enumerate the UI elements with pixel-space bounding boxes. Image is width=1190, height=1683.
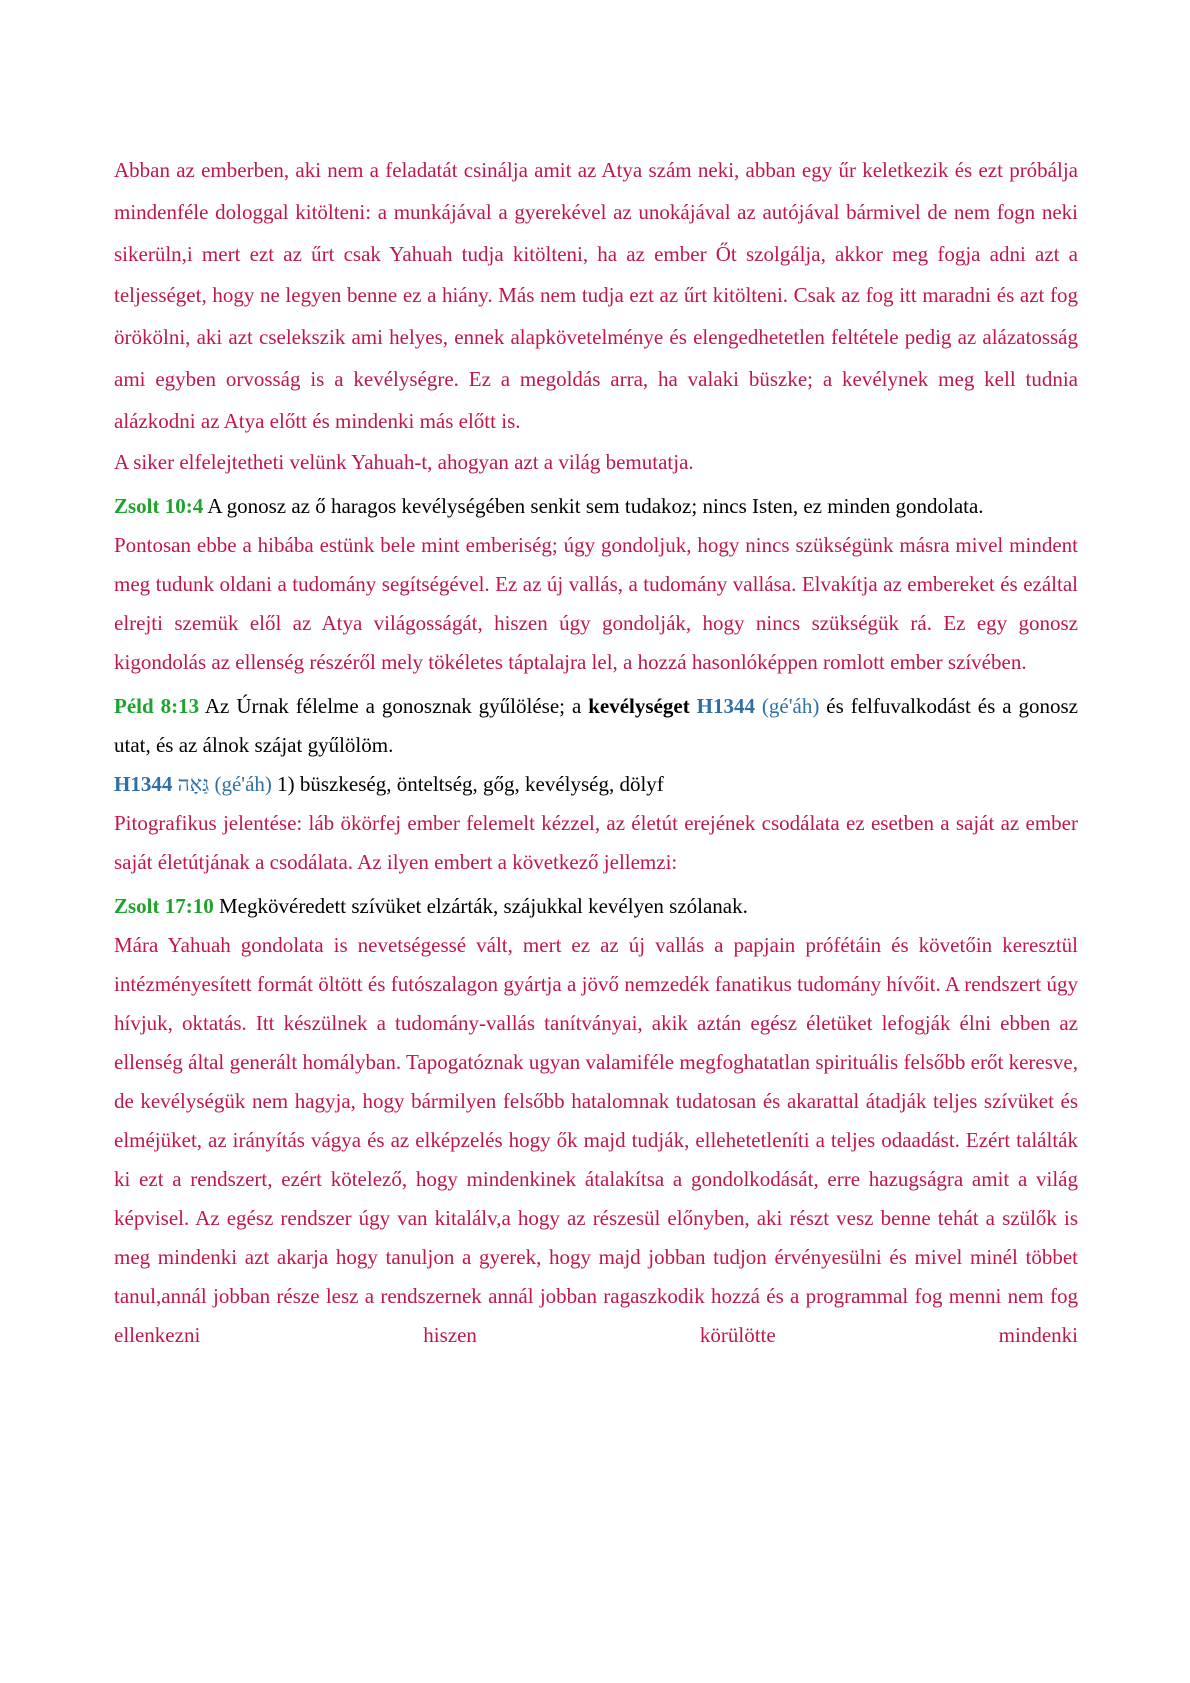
verse-reference: Péld 8:13 (114, 693, 200, 718)
verse-text: Az Úrnak félelme a gonosznak gyűlölése; a (199, 693, 589, 718)
commentary-paragraph-2: A siker elfelejtetheti velünk Yahuah-t, ahogyan azt a világ bemutatja. (114, 449, 694, 474)
commentary-paragraph-1: Abban az emberben, aki nem a feladatát csinálja amit az Atya szám neki, abban egy űr keletkezik és ezt próbálja mindenféle dologgal kitölteni: a munkájával a gyerekével az unokájával az autójával bármivel de nem fogn neki sikerüln,i mert ezt az űrt csak Yahuah tudja kitölteni, ha az ember Őt szolgálja, akkor meg fogja adni azt a teljességet, hogy ne legyen benne ez a hiány. Más nem tudja ezt az űrt kitölteni. Csak az fog itt maradni és azt fog örökölni, aki azt cselekszik ami helyes, ennek alapkövetelménye és elengedhetetlen feltétele pedig az alázatosság ami egyben orvosság is a kevélységre. Ez a megoldás arra, ha valaki büszke; a kevélynek meg kell tudnia alázkodni az Atya előtt és mindenki más előtt is. (114, 158, 1078, 433)
verse-reference: Zsolt 10:4 (114, 493, 204, 518)
verse-zsolt-17-10 (114, 887, 1078, 926)
commentary-paragraph-4: Pitografikus jelentése: láb ökörfej ember felemelt kézzel, az életút erejének csodálata ez esetben a saját az ember saját életútjának a csodálata. Az ilyen embert a következő jellemzi: (114, 810, 1078, 874)
verse-text: A gonosz az ő haragos kevélységében senkit sem tudakoz; nincs Isten, ez minden gondolata. (203, 493, 984, 518)
commentary-paragraph-3: Pontosan ebbe a hibába estünk bele mint emberiség; úgy gondoljuk, hogy nincs szükségünk másra mivel mindent meg tudunk oldani a tudomány segítségével. Ez az új vallás, a tudomány vallása. Elvakítja az embereket és ezáltal elrejti szemük elől az Atya világosságát, hiszen úgy gondolják, hogy nincs szükségük rá. Ez egy gonosz kigondolás az ellenség részéről mely tökéletes táptalajra lel, a hozzá hasonlóképpen romlott ember szívében. (114, 532, 1078, 674)
verse-text-continued: és felfuvalkodást és a gonosz utat, és az álnok szájat gyűlölöm. (114, 693, 1078, 757)
commentary-paragraph-5: Mára Yahuah gondolata is nevetségessé vált, mert ez az új vallás a papjain prófétáin és követőin keresztül intézményesített formát öltött és futószalagon gyártja a jövő nemzedék fanatikus tudomány hívőit. A rendszert úgy hívjuk, oktatás. Itt készülnek a tudomány-vallás tanítványai, akik aztán egész életüket lefogják élni ebben az ellenség által generált homályban. Tapogatóznak ugyan valamiféle megfoghatatlan spirituális felsőbb erőt keresve, de kevélységük nem hagyja, hogy bármilyen felsőbb hatalomnak tudatosan és akarattal átadják teljes szívüket és elméjüket, az irányítás vágya és az elképzelés hogy ők majd tudják, ellehetetleníti a teljes odaadást. Ezért találták ki ezt a rendszert, ezért kötelező, hogy mindenkinek átalakítsa a gondolkodását, erre hazugságra amit a világ képvisel. Az egész rendszer úgy van kitalálv,a hogy az részesül előnyben, aki részt vesz benne tehát a szülők is meg mindenki azt akarja hogy tanuljon a gyerek, hogy majd jobban tudjon érvényesülni és mivel minél többet tanul,annál jobban része lesz a rendszernek annál jobban ragaszkodik hozzá és a programmal fog menni nem fog ellenkezni hiszen körülötte mindenki (114, 932, 1078, 1347)
strong-number: H1344 (689, 693, 755, 718)
transliteration: (gé'áh) (209, 771, 272, 796)
strong-definition (114, 765, 1078, 804)
verse-peld-8-13 (114, 687, 1078, 765)
verse-text: Megkövéredett szívüket elzárták, szájukkal kevélyen szólanak. (213, 893, 748, 918)
definition-text: 1) büszkeség, önteltség, gőg, kevélység, dölyf (271, 771, 664, 796)
verse-reference: Zsolt 17:10 (114, 893, 214, 918)
transliteration: (gé'áh) (754, 693, 820, 718)
document-page (114, 150, 1078, 1355)
highlighted-word: kevélységet (588, 693, 690, 718)
strong-number: H1344 (114, 771, 173, 796)
verse-zsolt-10-4 (114, 487, 1078, 526)
hebrew-word: גַּאָה (172, 771, 210, 796)
